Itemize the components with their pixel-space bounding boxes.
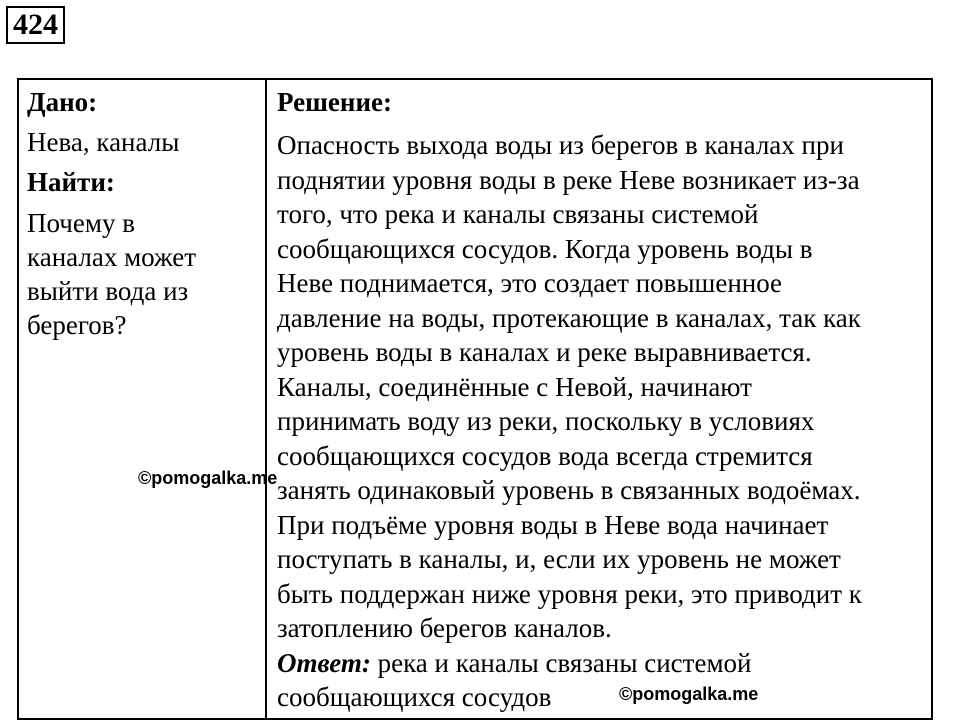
solution-line: поднятии уровня воды в реке Неве возникает из-за (277, 164, 860, 195)
solution-line: давление на воды, протекающие в каналах, так как (277, 302, 861, 333)
given-heading: Дано: (27, 87, 98, 117)
solution-line: сообщающихся сосудов. Когда уровень воды в (277, 233, 813, 264)
solution-line: уровень воды в каналах и реке выравнивается. (277, 337, 812, 367)
solution-text (277, 128, 923, 715)
watermark: ©pomogalka.me (138, 468, 278, 488)
solution-line: принимать воду из реки, поскольку в условиях (277, 406, 815, 436)
solution-line: быть поддержан ниже уровня реки, это приводит к (277, 578, 862, 609)
solution-line: того, что река и каналы связаны системой (277, 199, 759, 229)
answer-label: Ответ: (277, 647, 371, 678)
find-line: выйти вода из (27, 276, 189, 306)
solution-column (267, 80, 931, 718)
answer-line (277, 646, 923, 681)
given-text: Нева, каналы (27, 127, 180, 157)
solution-line: При подъёме уровня воды в Неве вода начинает (277, 509, 829, 540)
answer-text: река и каналы связаны системой (377, 647, 752, 678)
find-line: каналах может (27, 242, 197, 272)
solution-heading: Решение: (277, 87, 392, 117)
solution-line: занять одинаковый уровень в связанных водоёмах. (277, 475, 861, 505)
solution-line: Неве поднимается, это создает повышенное (277, 268, 783, 298)
solution-line: затоплению берегов каналов. (277, 613, 612, 643)
solution-line: Каналы, соединённые с Невой, начинают (277, 371, 752, 402)
find-line: берегов? (27, 310, 127, 340)
solution-line: поступать в каналы, и, если их уровень не может (277, 544, 841, 574)
solution-line: сообщающихся сосудов вода всегда стремится (277, 440, 813, 471)
solution-line: Опасность выхода воды из берегов в каналах при (277, 130, 844, 160)
answer-line-2: сообщающихся сосудов (277, 682, 552, 712)
watermark: ©pomogalka.me (619, 684, 759, 704)
task-table (17, 78, 933, 720)
given-column (19, 80, 267, 718)
find-line: Почему в (27, 208, 135, 238)
find-heading: Найти: (27, 167, 115, 197)
problem-number: 424 (6, 6, 65, 44)
find-text (27, 206, 257, 342)
